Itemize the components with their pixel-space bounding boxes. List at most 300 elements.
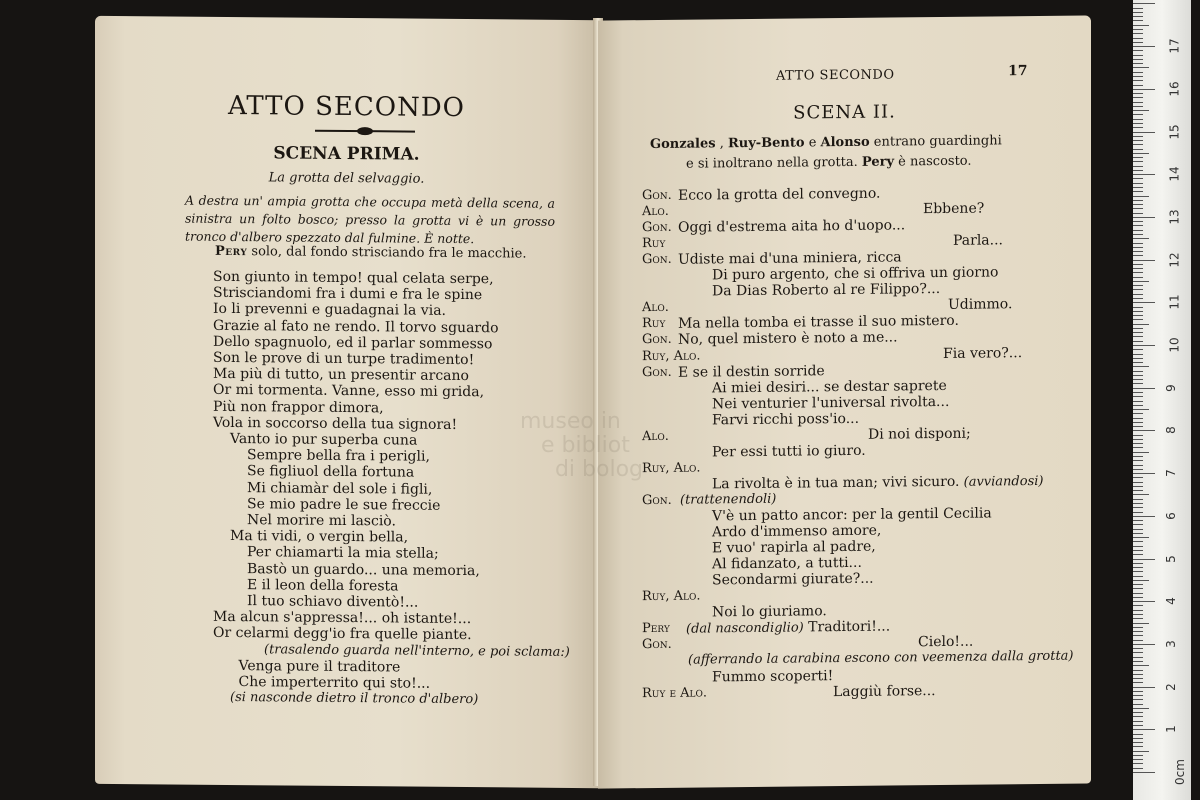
ruler-tick: [1133, 550, 1143, 551]
ruler-tick: [1133, 208, 1143, 209]
ruler-tick: [1133, 554, 1143, 555]
ruler-tick: [1133, 712, 1143, 713]
ruler-tick: [1133, 499, 1143, 500]
speaker-label: Gon.: [642, 364, 672, 380]
ruler-tick: [1133, 435, 1143, 436]
ruler-tick: [1133, 144, 1143, 145]
ruler-tick: [1133, 482, 1143, 483]
ruler-tick: [1133, 230, 1143, 231]
scene-intro-line: [650, 133, 1002, 152]
ruler-tick: [1133, 72, 1143, 73]
ruler-tick: [1133, 618, 1143, 619]
ruler-tick: [1133, 763, 1143, 764]
ruler-label: 0cm: [1172, 759, 1187, 785]
ruler-tick: [1133, 772, 1155, 773]
ruler-tick: [1133, 307, 1143, 308]
ruler-tick: [1133, 418, 1143, 419]
ruler-tick: [1133, 584, 1143, 585]
ornament-divider: [315, 124, 415, 139]
stage-direction: (trattenendoli): [680, 491, 777, 508]
ruler-tick: [1133, 33, 1143, 34]
ruler-label: 10: [1167, 337, 1182, 353]
ruler-tick: [1133, 729, 1155, 730]
speaker-label: Alo.: [642, 300, 669, 316]
speaker-label: Gon.: [642, 492, 672, 509]
ruler-tick: [1133, 533, 1143, 534]
ruler-tick: [1133, 371, 1143, 372]
stage-direction: (trasalendo guarda nell'interno, e poi sclama:): [264, 641, 570, 660]
speaker-label: Ruy, Alo.: [642, 348, 701, 364]
ruler-label: 5: [1163, 554, 1178, 563]
ruler-label: 15: [1167, 123, 1182, 140]
ruler-tick: [1133, 490, 1143, 491]
ruler-tick: [1133, 447, 1143, 448]
ruler-tick: [1133, 541, 1143, 542]
ruler-tick: [1133, 277, 1143, 278]
ruler-tick: [1133, 678, 1143, 679]
ruler-label: 3: [1163, 640, 1178, 648]
ruler-tick: [1133, 140, 1143, 141]
speaker-label: Ruy: [642, 316, 666, 332]
ruler-tick: [1133, 516, 1155, 517]
ruler-tick: [1133, 302, 1155, 303]
verse-line: Venga pure il traditore: [238, 657, 401, 676]
ruler-tick: [1133, 260, 1155, 261]
ruler-tick: [1133, 396, 1143, 397]
dialogue-line: Secondarmi giurate?...: [712, 570, 874, 589]
verse-line: Bastò un guardo... una memoria,: [247, 560, 480, 579]
ruler-label: 6: [1163, 511, 1178, 520]
ruler-tick: [1133, 127, 1143, 128]
ruler-tick: [1133, 149, 1143, 150]
ruler-tick: [1133, 644, 1155, 645]
ruler-tick: [1133, 413, 1143, 414]
ruler-tick: [1133, 89, 1155, 90]
scene-intro-line: [686, 154, 972, 172]
ruler-tick: [1133, 708, 1149, 709]
ruler-label: 2: [1163, 682, 1178, 691]
dialogue-line: La rivolta è in tua man; vivi sicuro. (avviandosi): [712, 473, 1044, 493]
intro-text: entrano guardinghi: [869, 133, 1002, 150]
measuring-ruler: [1133, 0, 1191, 800]
speaker-label: Gon.: [642, 637, 672, 653]
ruler-tick: [1133, 102, 1143, 103]
ruler-tick: [1133, 225, 1143, 226]
ruler-tick: [1133, 29, 1143, 30]
verse-line: Ma più di tutto, un presentir arcano: [213, 366, 469, 385]
ruler-tick: [1133, 512, 1143, 513]
ruler-tick: [1133, 264, 1143, 265]
ruler-tick: [1133, 567, 1143, 568]
verse-line: Io li prevenni e guadagnai la via.: [213, 301, 446, 320]
ruler-tick: [1133, 648, 1143, 649]
speaker-label: Gon.: [642, 219, 672, 236]
ruler-tick: [1133, 734, 1143, 735]
ruler-tick: [1133, 354, 1143, 355]
dialogue-line: Di noi disponi;: [868, 425, 971, 443]
ruler-tick: [1133, 123, 1143, 124]
dialogue-line: Laggiù forse...: [833, 682, 936, 700]
ruler-tick: [1133, 213, 1143, 214]
ruler-tick: [1133, 746, 1143, 747]
ruler-tick: [1133, 349, 1143, 350]
ruler-label: 8: [1163, 426, 1178, 435]
act-title: ATTO SECONDO: [227, 90, 465, 124]
ruler-tick: [1133, 336, 1143, 337]
ruler-tick: [1133, 328, 1143, 329]
ruler-tick: [1133, 76, 1143, 77]
stage-direction: (afferrando la carabina escono con veemenza dalla grotta): [688, 649, 1074, 669]
speaker-label: Ruy e Alo.: [642, 684, 708, 701]
ruler-tick: [1133, 12, 1143, 13]
ruler-tick: [1133, 38, 1143, 39]
ruler-tick: [1133, 674, 1143, 675]
ruler-tick: [1133, 50, 1143, 51]
scene-location: La grotta del selvaggio.: [268, 170, 425, 187]
ruler-tick: [1133, 255, 1143, 256]
ruler-tick: [1133, 759, 1143, 760]
ruler-tick: [1133, 699, 1143, 700]
ruler-label: 7: [1163, 469, 1178, 477]
ruler-tick: [1133, 200, 1143, 201]
ruler-tick: [1133, 704, 1143, 705]
ruler-tick: [1133, 16, 1143, 17]
ruler-tick: [1133, 187, 1143, 188]
ruler-tick: [1133, 3, 1155, 4]
verse-line: Vanto io pur superba cuna: [230, 430, 418, 449]
character-name: Alonso: [820, 134, 870, 151]
ruler-tick: [1133, 332, 1143, 333]
speaker-label: Alo.: [642, 428, 669, 444]
ruler-tick: [1133, 640, 1143, 641]
ruler-label: 1: [1163, 725, 1178, 734]
ruler-tick: [1133, 755, 1143, 756]
ruler-tick: [1133, 136, 1143, 137]
ruler-tick: [1133, 324, 1149, 325]
verse-line: Ma ti vidi, o vergin bella,: [230, 528, 409, 546]
ruler-tick: [1133, 97, 1143, 98]
dialogue-line: Nei venturier l'universal rivolta...: [712, 393, 950, 413]
ruler-label: 9: [1163, 383, 1178, 392]
ruler-tick: [1133, 716, 1143, 717]
character-name: Ruy-Bento: [727, 135, 805, 152]
character-name: Pery: [861, 154, 895, 170]
scene-title: SCENA PRIMA.: [273, 143, 420, 165]
intro-text: e si inoltrano nella grotta.: [686, 154, 858, 172]
ruler-tick: [1133, 166, 1143, 167]
ruler-tick: [1133, 477, 1143, 478]
ruler-tick: [1133, 358, 1143, 359]
ruler-tick: [1133, 725, 1143, 726]
ruler-tick: [1133, 524, 1143, 525]
ruler-tick: [1133, 247, 1143, 248]
dialogue-line: Da Dias Roberto al re Filippo?...: [712, 281, 941, 300]
dialogue-line: Ma nella tomba ei trasse il suo mistero.: [678, 313, 959, 333]
ruler-tick: [1133, 430, 1155, 431]
ruler-tick: [1133, 285, 1143, 286]
ruler-tick: [1133, 298, 1143, 299]
ruler-tick: [1133, 529, 1143, 530]
ruler-tick: [1133, 388, 1155, 389]
ruler-label: 12: [1167, 251, 1182, 268]
ruler-tick: [1133, 281, 1149, 282]
ruler-tick: [1133, 559, 1155, 560]
ruler-tick: [1133, 593, 1143, 594]
left-page: [95, 16, 598, 788]
ruler-tick: [1133, 8, 1143, 9]
ruler-tick: [1133, 42, 1143, 43]
ruler-label: 16: [1167, 81, 1182, 97]
dialogue-line: E se il destin sorride: [678, 362, 825, 381]
ruler-tick: [1133, 20, 1143, 21]
verse-line: Più non frappor dimora,: [213, 398, 384, 416]
verse-line: Se figliuol della fortuna: [247, 463, 415, 481]
ruler-tick: [1133, 110, 1149, 111]
ruler-tick: [1133, 768, 1143, 769]
dialogue-line: Oggi d'estrema aita ho d'uopo...: [678, 217, 906, 236]
ruler-tick: [1133, 243, 1143, 244]
ruler-tick: [1133, 563, 1143, 564]
verse-line: Grazie al fato ne rendo. Il torvo sguardo: [213, 317, 499, 336]
dialogue-line: Noi lo giuriamo.: [712, 603, 827, 621]
intro-separator: ,: [715, 136, 728, 152]
ruler-tick: [1133, 196, 1149, 197]
verse-line: Mi chiamàr del sole i figli,: [247, 479, 433, 498]
verse-line: Il tuo schiavo diventò!...: [247, 593, 419, 611]
ruler-tick: [1133, 315, 1143, 316]
ruler-tick: [1133, 687, 1155, 688]
dialogue-line: Ecco la grotta del convegno.: [678, 185, 881, 204]
ruler-tick: [1133, 55, 1143, 56]
running-head: ATTO SECONDO: [776, 67, 895, 84]
dialogue-line: V'è un patto ancor: per la gentil Cecilia: [712, 505, 992, 525]
ruler-tick: [1133, 443, 1143, 444]
ruler-tick: [1133, 486, 1143, 487]
ruler-tick: [1133, 345, 1155, 346]
verse-line: Or mi tormenta. Vanne, esso mi grida,: [213, 382, 485, 401]
ruler-label: 4: [1163, 597, 1178, 606]
ruler-tick: [1133, 738, 1143, 739]
ruler-label: 11: [1167, 294, 1182, 310]
dialogue-line: Ardo d'immenso amore,: [712, 522, 882, 541]
ruler-tick: [1133, 161, 1143, 162]
ruler-tick: [1133, 465, 1143, 466]
ruler-tick: [1133, 25, 1149, 26]
ruler-tick: [1133, 204, 1143, 205]
ruler-tick: [1133, 473, 1155, 474]
ruler-tick: [1133, 588, 1143, 589]
intro-text: è nascosto.: [894, 153, 972, 170]
ruler-tick: [1133, 294, 1143, 295]
ruler-tick: [1133, 405, 1143, 406]
ruler-tick: [1133, 178, 1143, 179]
ruler-tick: [1133, 657, 1143, 658]
ruler-tick: [1133, 251, 1143, 252]
ruler-tick: [1133, 409, 1149, 410]
ruler-tick: [1133, 439, 1143, 440]
ruler-tick: [1133, 238, 1149, 239]
ruler-tick: [1133, 67, 1149, 68]
verse-line: Or celarmi degg'io fra quelle piante.: [213, 625, 472, 644]
ruler-tick: [1133, 366, 1149, 367]
ruler-tick: [1133, 751, 1149, 752]
dialogue-line: Al fidanzato, a tutti...: [712, 554, 862, 573]
dialogue-line: Parla...: [953, 232, 1004, 250]
ruler-tick: [1133, 742, 1143, 743]
ruler-tick: [1133, 682, 1143, 683]
stage-direction: A destra un' ampia grotta che occupa metà della scena, a sinistra un folto bosco; presso la grotta vi è un grosso tronco d'albero spezzato dal fulmine. È notte.: [185, 192, 555, 247]
speaker-label: Gon.: [642, 332, 672, 348]
ruler-tick: [1133, 392, 1143, 393]
ruler-tick: [1133, 119, 1143, 120]
verse-line: Per chiamarti la mia stella;: [247, 544, 439, 563]
verse-line: Son giunto in tempo! qual celata serpe,: [213, 268, 494, 288]
ruler-label: 14: [1167, 166, 1182, 182]
entrance-note: [215, 244, 526, 262]
ruler-tick: [1133, 375, 1143, 376]
ruler-tick: [1133, 597, 1143, 598]
ruler-label: 17: [1167, 38, 1182, 54]
ruler-tick: [1133, 494, 1149, 495]
ruler-tick: [1133, 157, 1143, 158]
speaker-label: Ruy: [642, 236, 666, 252]
ruler-tick: [1133, 46, 1155, 47]
ruler-tick: [1133, 452, 1149, 453]
ruler-label: 13: [1167, 209, 1182, 225]
verse-line: Nel morire mi lasciò.: [247, 512, 396, 530]
ruler-tick: [1133, 610, 1143, 611]
ruler-tick: [1133, 80, 1143, 81]
verse-line: Ma alcun s'appressa!... oh istante!...: [213, 609, 472, 628]
dialogue-line: Di puro argento, che si offriva un giorno: [712, 264, 999, 284]
verse-line: Sempre bella fra i perigli,: [247, 447, 430, 465]
ruler-tick: [1133, 721, 1143, 722]
dialogue-line: Fummo scoperti!: [712, 667, 834, 685]
ruler-tick: [1133, 546, 1143, 547]
dialogue-line: Ebbene?: [923, 200, 985, 218]
ruler-tick: [1133, 605, 1143, 606]
ruler-tick: [1133, 106, 1143, 107]
ruler-tick: [1133, 362, 1143, 363]
ruler-tick: [1133, 59, 1143, 60]
dialogue-line: Per essi tutti io giuro.: [712, 442, 866, 461]
ruler-tick: [1133, 234, 1143, 235]
dialogue-line: E vuo' rapirla al padre,: [712, 538, 876, 557]
intro-separator: e: [804, 135, 821, 151]
verse-line: Se mio padre le sue freccie: [247, 495, 441, 514]
speaker-label: Ruy, Alo.: [642, 460, 701, 476]
character-name: Gonzales: [650, 136, 716, 153]
character-name: Pery: [215, 243, 248, 260]
ruler-tick: [1133, 114, 1143, 115]
ruler-tick: [1133, 661, 1143, 662]
ruler-tick: [1133, 665, 1149, 666]
entrance-text: solo, dal fondo strisciando fra le macchie.: [247, 244, 527, 262]
speaker-label: Gon.: [642, 251, 672, 268]
ruler-tick: [1133, 379, 1143, 380]
scene-title: SCENA II.: [793, 101, 896, 124]
ruler-tick: [1133, 691, 1143, 692]
ruler-tick: [1133, 341, 1143, 342]
ruler-tick: [1133, 383, 1143, 384]
ruler-tick: [1133, 652, 1143, 653]
ruler-tick: [1133, 93, 1143, 94]
dialogue-line: Udimmo.: [948, 296, 1013, 314]
ruler-tick: [1133, 319, 1143, 320]
verse-line: Che imperterrito qui sto!...: [238, 674, 431, 692]
ruler-tick: [1133, 695, 1143, 696]
watermark: museo in e bibliot di bolog: [520, 409, 643, 482]
ruler-tick: [1133, 272, 1143, 273]
ruler-tick: [1133, 576, 1143, 577]
ruler-tick: [1133, 469, 1143, 470]
verse-line: Strisciandomi fra i dumi e fra le spine: [213, 285, 483, 304]
dialogue-line: Ai miei desiri... se destar saprete: [712, 377, 947, 396]
ruler-tick: [1133, 422, 1143, 423]
dialogue-line: Udiste mai d'una miniera, ricca: [678, 249, 902, 268]
ruler-tick: [1133, 289, 1143, 290]
ruler-tick: [1133, 580, 1149, 581]
ruler-tick: [1133, 85, 1143, 86]
dialogue-line: No, quel mistero è noto a me...: [678, 329, 898, 349]
ruler-tick: [1133, 601, 1155, 602]
ruler-tick: [1133, 627, 1143, 628]
speaker-label: Pery: [642, 621, 670, 637]
dialogue-line: Fia vero?...: [943, 344, 1023, 362]
speaker-label: Ruy, Alo.: [642, 588, 701, 605]
ruler-tick: [1133, 311, 1143, 312]
right-page: [598, 15, 1091, 788]
ruler-tick: [1133, 631, 1143, 632]
ruler-tick: [1133, 670, 1143, 671]
ruler-tick: [1133, 221, 1143, 222]
ruler-tick: [1133, 460, 1143, 461]
ruler-tick: [1133, 426, 1143, 427]
ruler-tick: [1133, 537, 1149, 538]
stage-direction: (dal nascondiglio) Traditori!...: [686, 618, 891, 638]
ruler-tick: [1133, 503, 1143, 504]
ruler-tick: [1133, 507, 1143, 508]
ruler-tick: [1133, 520, 1143, 521]
verse-line: Dello spagnuolo, ed il parlar sommesso: [213, 333, 493, 353]
ruler-tick: [1133, 623, 1149, 624]
page-number: 17: [1008, 63, 1028, 80]
dialogue-line: Farvi ricchi poss'io...: [712, 410, 860, 429]
ruler-tick: [1133, 170, 1143, 171]
ruler-tick: [1133, 153, 1149, 154]
dialogue-line: Cielo!...: [918, 634, 974, 651]
speaker-label: Gon.: [642, 187, 672, 204]
ruler-tick: [1133, 174, 1155, 175]
ruler-tick: [1133, 635, 1143, 636]
ruler-tick: [1133, 132, 1155, 133]
verse-line: Son le prove di un turpe tradimento!: [213, 349, 475, 369]
ruler-tick: [1133, 268, 1143, 269]
ruler-tick: [1133, 401, 1143, 402]
verse-line: Vola in soccorso della tua signora!: [213, 414, 458, 433]
ruler-tick: [1133, 183, 1143, 184]
ruler-tick: [1133, 614, 1143, 615]
ruler-tick: [1133, 217, 1155, 218]
ruler-tick: [1133, 191, 1143, 192]
stage-direction: (si nasconde dietro il tronco d'albero): [230, 690, 479, 708]
verse-line: E il leon della foresta: [247, 576, 399, 595]
ruler-tick: [1133, 63, 1143, 64]
open-book: [95, 18, 1095, 786]
speaker-label: Alo.: [642, 203, 669, 220]
ruler-tick: [1133, 456, 1143, 457]
ruler-tick: [1133, 571, 1143, 572]
